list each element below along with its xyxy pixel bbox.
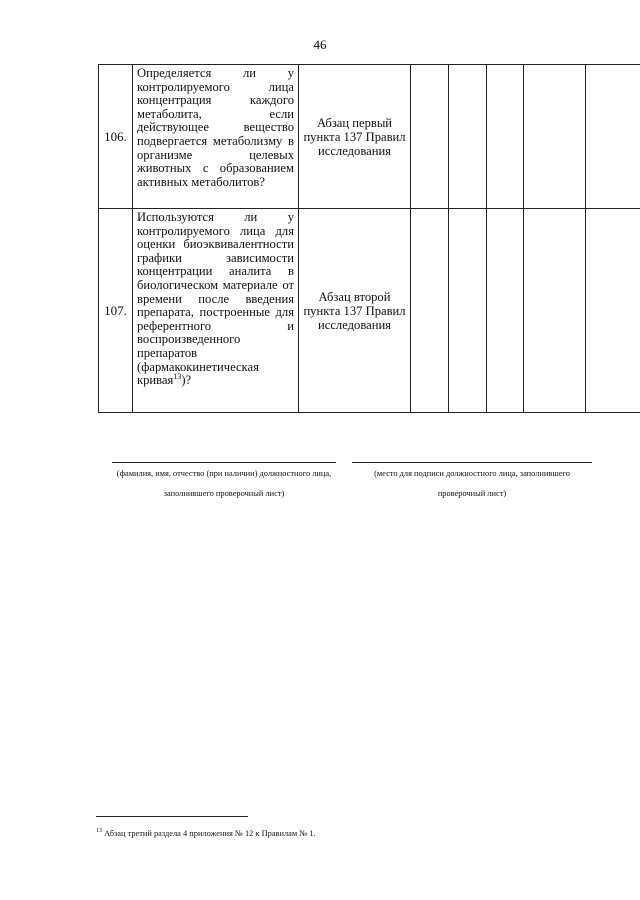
answer-no-cell[interactable]	[449, 209, 487, 413]
question-cell	[133, 65, 299, 209]
answer-not-applicable-cell[interactable]	[487, 209, 524, 413]
reference-cell: Абзац первый пункта 137 Правил исследования	[299, 65, 411, 209]
footnote	[96, 826, 316, 839]
question-body: Используются ли у контролируемого лица для оценки биоэквивалентности графики зависимости концентрации аналита в биологическом материале от времени после введения препарата, построенные для референтного и воспроизведенного препаратов (фармакокинетическая кривая	[137, 210, 294, 388]
signature-field[interactable]	[352, 462, 592, 504]
note-cell[interactable]	[524, 65, 586, 209]
question-end: )?	[181, 373, 192, 388]
table-row	[99, 209, 640, 413]
note-cell[interactable]	[524, 209, 586, 413]
footnote-reference[interactable]: 13	[173, 371, 182, 381]
comment-cell[interactable]	[586, 65, 640, 209]
signature-name-caption: (фамилия, имя, отчество (при наличии) должностного лица, заполнившего проверочный лист)	[116, 469, 332, 498]
signature-caption: (место для подписи должностного лица, заполнившего проверочный лист)	[374, 469, 570, 498]
comment-cell[interactable]	[586, 209, 640, 413]
answer-yes-cell[interactable]	[411, 65, 449, 209]
reference-cell: Абзац второй пункта 137 Правил исследования	[299, 209, 411, 413]
table-row	[99, 65, 640, 209]
row-number: 106.	[99, 65, 133, 209]
answer-no-cell[interactable]	[449, 65, 487, 209]
question-text	[137, 211, 294, 388]
answer-yes-cell[interactable]	[411, 209, 449, 413]
question-text: Определяется ли у контролируемого лица концентрация каждого метаболита, если действующее вещество подвергается метаболизму в организме целевых животных с образованием активных метаболитов?	[137, 66, 294, 189]
footnote-marker: 13	[96, 828, 102, 834]
row-number: 107.	[99, 209, 133, 413]
answer-not-applicable-cell[interactable]	[487, 65, 524, 209]
checklist-table	[98, 64, 640, 413]
question-cell	[133, 209, 299, 413]
footnote-text: Абзац третий раздела 4 приложения № 12 к Правилам № 1.	[102, 828, 316, 838]
page-number: 46	[313, 37, 327, 52]
footnote-divider	[96, 816, 248, 817]
signature-name-field[interactable]	[112, 462, 336, 504]
